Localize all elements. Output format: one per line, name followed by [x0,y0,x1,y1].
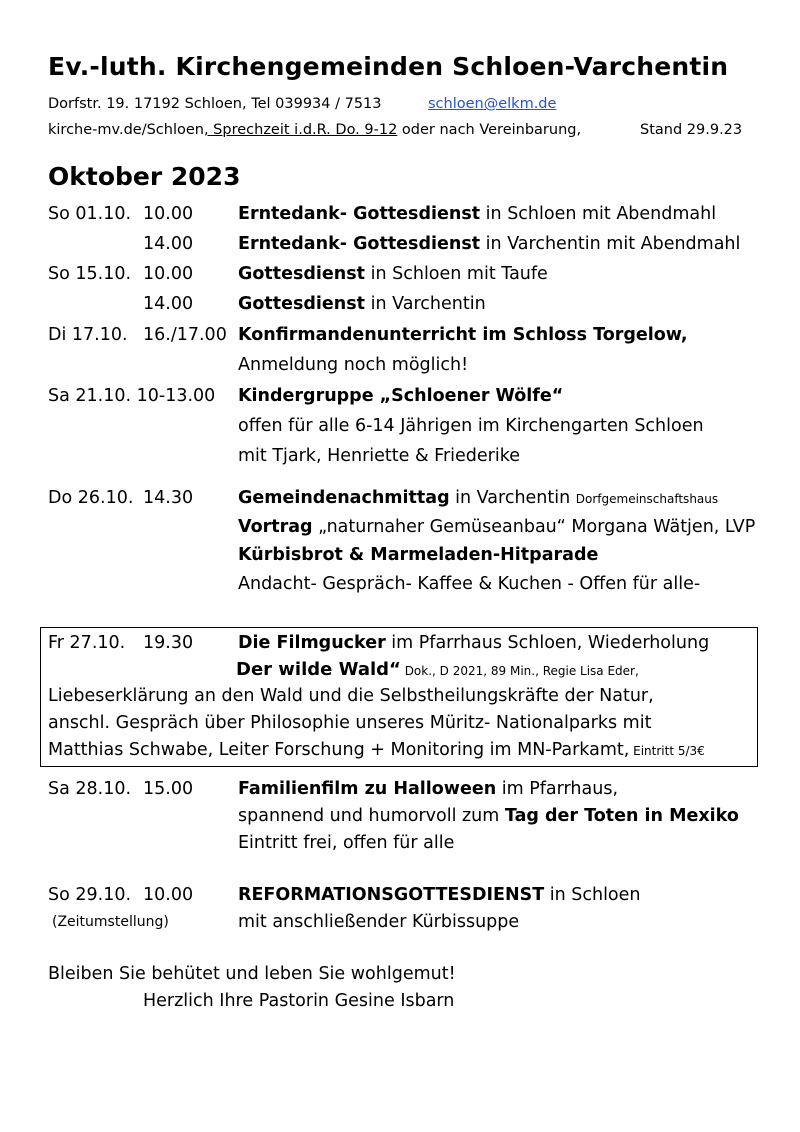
event-title: Gottesdienst [238,294,366,314]
address-line [48,96,382,112]
event-date: Do 26.10. [48,488,134,508]
event-title: REFORMATIONSGOTTESDIENST [238,885,545,905]
status-date: Stand 29.9.23 [640,122,743,138]
event-detail: in Varchentin [449,488,576,508]
event-time: 10.00 [143,264,194,284]
event-line [238,488,718,508]
event-time: 10.00 [143,204,194,224]
address: Dorfstr. 19. 17192 Schloen, Tel 039934 / 7513 [48,96,382,112]
page-title: Ev.-luth. Kirchengemeinden Schloen-Varchentin [48,52,729,81]
event-line [238,633,709,653]
event-detail: spannend und humorvoll zum [238,806,505,826]
event-time: 16./17.00 [143,325,227,345]
event-date: Sa 28.10. [48,779,132,799]
event-title: Gottesdienst [238,264,366,284]
event-detail: in Schloen [544,885,641,905]
event-time: 14.00 [143,294,194,314]
closing-signature: Herzlich Ihre Pastorin Gesine Isbarn [143,991,455,1011]
event-entry-fee: Eintritt 5/3€ [629,744,705,758]
event-line [238,779,618,799]
event-line [48,740,705,760]
event-line [238,264,548,284]
event-date: Di 17.10. [48,325,128,345]
event-title: Konfirmandenunterricht im Schloss Torgelow, [238,325,688,345]
event-line [238,234,740,254]
event-title: Erntedank- Gottesdienst [238,204,481,224]
event-subtitle: Tag der Toten in Mexiko [504,806,739,826]
event-line [238,294,486,314]
email-link[interactable]: schloen@elkm.de [428,96,557,112]
event-detail: Eintritt frei, offen für alle [238,833,455,853]
event-time: 19.30 [143,633,194,653]
event-subtitle: Kürbisbrot & Marmeladen-Hitparade [238,545,599,565]
event-detail: anschl. Gespräch über Philosophie unseres Müritz- Nationalparks mit [48,713,652,733]
event-time: 14.30 [143,488,194,508]
event-date: So 15.10. [48,264,132,284]
event-detail: Liebeserklärung an den Wald und die Selbstheilungskräfte der Natur, [48,686,654,706]
event-detail: in Schloen mit Abendmahl [480,204,717,224]
event-title: Gemeindenachmittag [238,488,450,508]
event-detail: in Schloen mit Taufe [365,264,548,284]
event-detail: mit Tjark, Henriette & Friederike [238,446,520,466]
event-title: Erntedank- Gottesdienst [238,234,481,254]
event-date: Sa 21.10. 10-13.00 [48,386,216,406]
event-time: 10.00 [143,885,194,905]
event-title: Familienfilm zu Halloween [238,779,497,799]
event-detail: mit anschließender Kürbissuppe [238,912,520,932]
event-subtitle: Vortrag [238,517,313,537]
office-hours: , Sprechzeit i.d.R. Do. 9-12 [203,122,398,138]
event-detail: „naturnaher Gemüseanbau“ Morgana Wätjen, LVP [312,517,756,537]
event-detail: im Pfarrhaus Schloen, Wiederholung [385,633,710,653]
event-detail: in Varchentin mit Abendmahl [480,234,741,254]
event-date: So 29.10. [48,885,132,905]
office-hours-suffix: oder nach Vereinbarung, [397,122,582,138]
event-title: Kindergruppe „Schloener Wölfe“ [238,386,564,406]
event-note: (Zeitumstellung) [52,914,169,930]
event-detail: Matthias Schwabe, Leiter Forschung + Monitoring im MN-Parkamt, [48,740,630,760]
event-time: 14.00 [143,234,194,254]
event-line [238,517,755,537]
info-line [48,122,581,138]
event-detail: in Varchentin [365,294,486,314]
film-info: Dok., D 2021, 89 Min., Regie Lisa Eder, [400,664,639,678]
event-detail: offen für alle 6-14 Jährigen im Kirchengarten Schloen [238,416,704,436]
event-detail: Anmeldung noch möglich! [238,355,469,375]
event-title: Die Filmgucker [238,633,386,653]
event-line [238,806,739,826]
film-title: Der wilde Wald“ [236,659,401,680]
event-date: Fr 27.10. [48,633,126,653]
closing-greeting: Bleiben Sie behütet und leben Sie wohlgemut! [48,964,456,984]
event-line [238,204,716,224]
event-date: So 01.10. [48,204,132,224]
website: kirche-mv.de/Schloen [48,122,204,138]
event-note: Dorfgemeinschaftshaus [575,492,719,506]
event-detail: im Pfarrhaus, [496,779,619,799]
event-detail: Andacht- Gespräch- Kaffee & Kuchen - Offen für alle- [238,574,701,594]
event-time: 15.00 [143,779,194,799]
event-line [236,659,639,680]
event-line [238,885,641,905]
month-title: Oktober 2023 [48,162,241,191]
